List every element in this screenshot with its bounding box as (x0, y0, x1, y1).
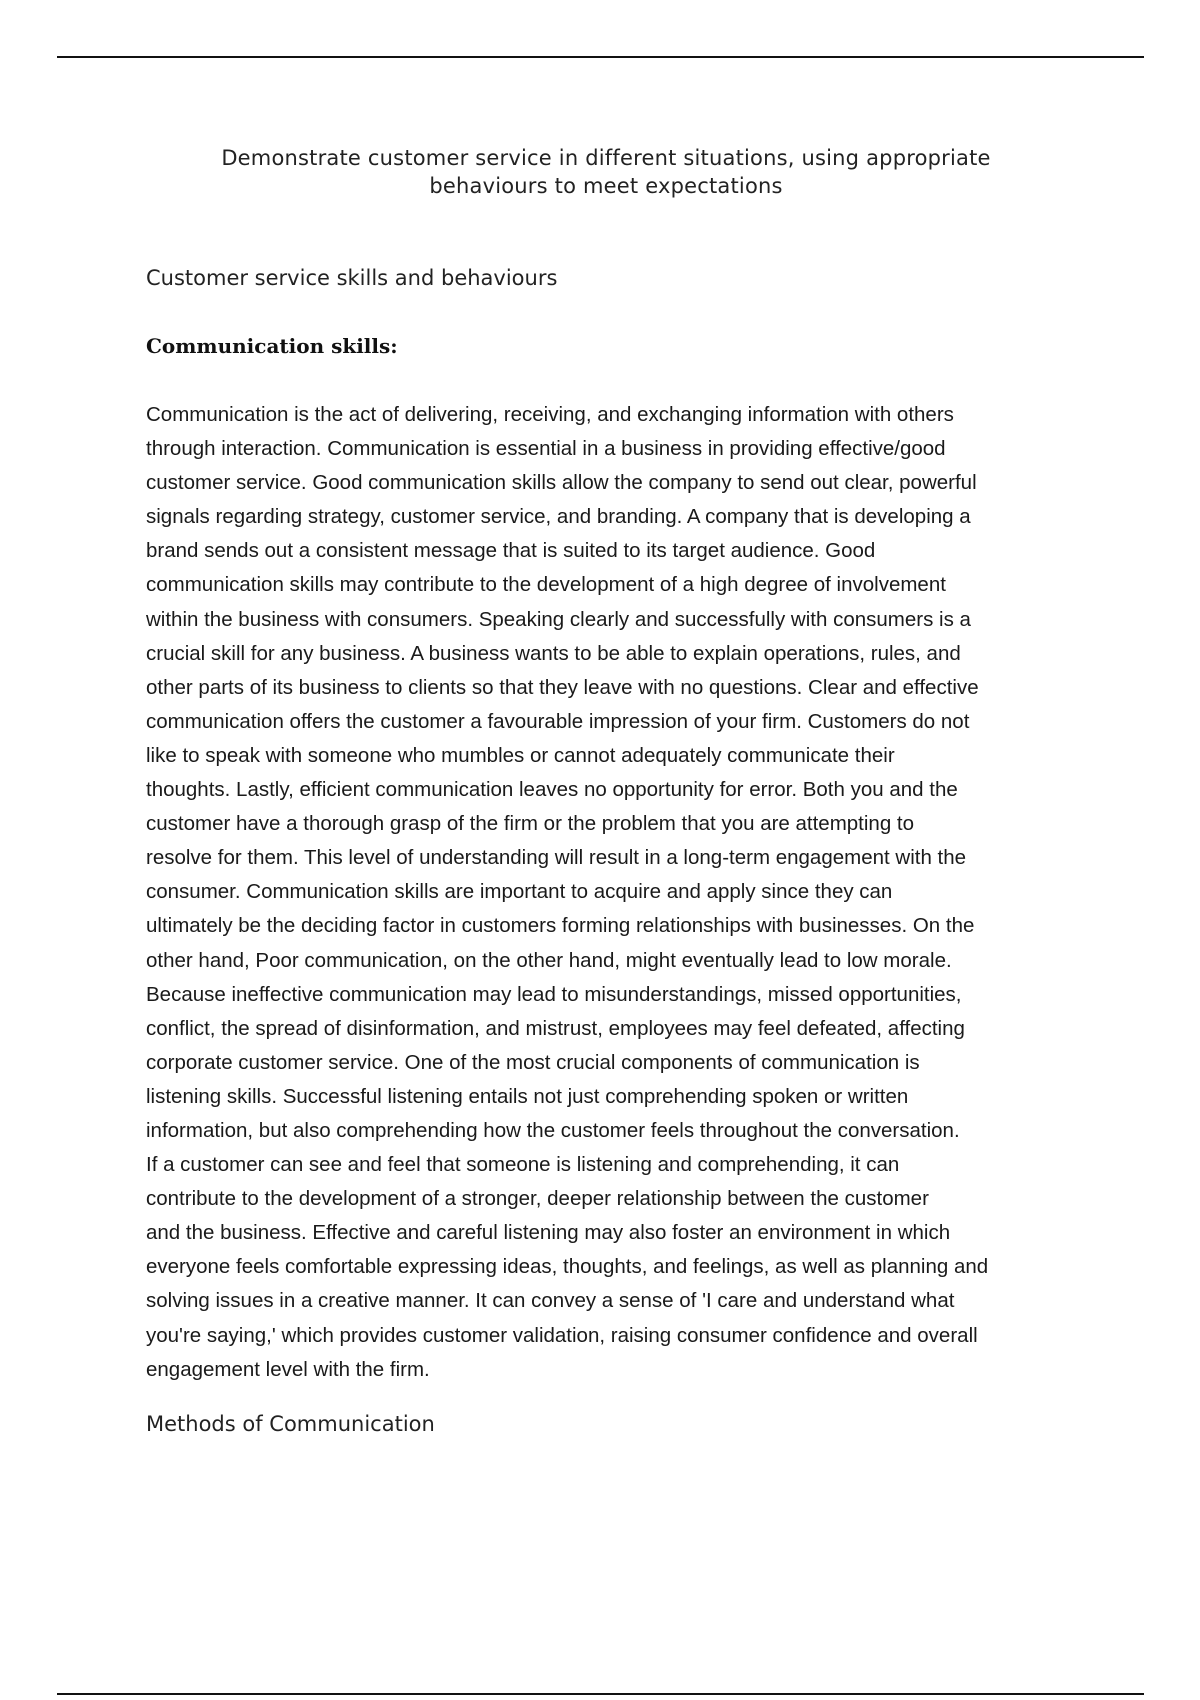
paragraph-line: thoughts. Lastly, efficient communication leaves no opportunity for error. Both you and the (146, 778, 958, 802)
header-rule (57, 56, 1144, 58)
paragraph-line: resolve for them. This level of understanding will result in a long-term engagement with the (146, 846, 967, 870)
paragraph-line: through interaction. Communication is essential in a business in providing effective/good (146, 437, 946, 461)
sub-heading: Communication skills: (146, 334, 398, 358)
paragraph-line: listening skills. Successful listening entails not just comprehending spoken or written (146, 1084, 909, 1108)
body-paragraph (146, 398, 1066, 1387)
paragraph-line: conflict, the spread of disinformation, and mistrust, employees may feel defeated, affecting (146, 1016, 965, 1040)
paragraph-line: engagement level with the firm. (146, 1357, 430, 1381)
section-heading: Customer service skills and behaviours (146, 266, 558, 290)
paragraph-line: Communication is the act of delivering, receiving, and exchanging information with others (146, 403, 954, 426)
paragraph-line: and the business. Effective and careful listening may also foster an environment in which (146, 1221, 951, 1245)
footer-rule (57, 1693, 1144, 1695)
document-title-line: behaviours to meet expectations (429, 174, 783, 198)
paragraph-line: contribute to the development of a stronger, deeper relationship between the customer (146, 1187, 929, 1211)
paragraph-line: signals regarding strategy, customer service, and branding. A company that is developing a (146, 505, 971, 529)
paragraph-line: customer service. Good communication skills allow the company to send out clear, powerful (146, 471, 977, 495)
paragraph-line: within the business with consumers. Speaking clearly and successfully with consumers is a (146, 607, 971, 631)
paragraph-line: communication skills may contribute to the development of a high degree of involvement (146, 573, 946, 597)
paragraph-line: corporate customer service. One of the most crucial components of communication is (146, 1050, 920, 1074)
paragraph-line: like to speak with someone who mumbles or cannot adequately communicate their (146, 743, 895, 767)
paragraph-line: solving issues in a creative manner. It can convey a sense of 'I care and understand what (146, 1289, 955, 1313)
paragraph-line: customer have a thorough grasp of the firm or the problem that you are attempting to (146, 812, 915, 836)
document-title-line: Demonstrate customer service in different situations, using appropriate (221, 146, 991, 170)
paragraph-line: ultimately be the deciding factor in customers forming relationships with businesses. On the (146, 914, 975, 938)
paragraph-line: everyone feels comfortable expressing ideas, thoughts, and feelings, as well as planning and (146, 1255, 989, 1279)
paragraph-line: other parts of its business to clients so that they leave with no questions. Clear and effective (146, 675, 979, 699)
paragraph-line: other hand, Poor communication, on the other hand, might eventually lead to low morale. (146, 948, 952, 972)
paragraph-line: communication offers the customer a favourable impression of your firm. Customers do not (146, 709, 970, 733)
paragraph-line: Because ineffective communication may lead to misunderstandings, missed opportunities, (146, 982, 962, 1006)
paragraph-line: information, but also comprehending how the customer feels throughout the conversation. (146, 1118, 960, 1142)
paragraph-line: crucial skill for any business. A business wants to be able to explain operations, rules, and (146, 641, 961, 665)
paragraph-line: you're saying,' which provides customer validation, raising consumer confidence and overall (146, 1323, 978, 1347)
paragraph-line: consumer. Communication skills are important to acquire and apply since they can (146, 880, 893, 904)
paragraph-line: If a customer can see and feel that someone is listening and comprehending, it can (146, 1153, 900, 1177)
document-title (146, 144, 1066, 200)
paragraph-line: brand sends out a consistent message that is suited to its target audience. Good (146, 539, 876, 563)
next-section-heading: Methods of Communication (146, 1412, 435, 1436)
